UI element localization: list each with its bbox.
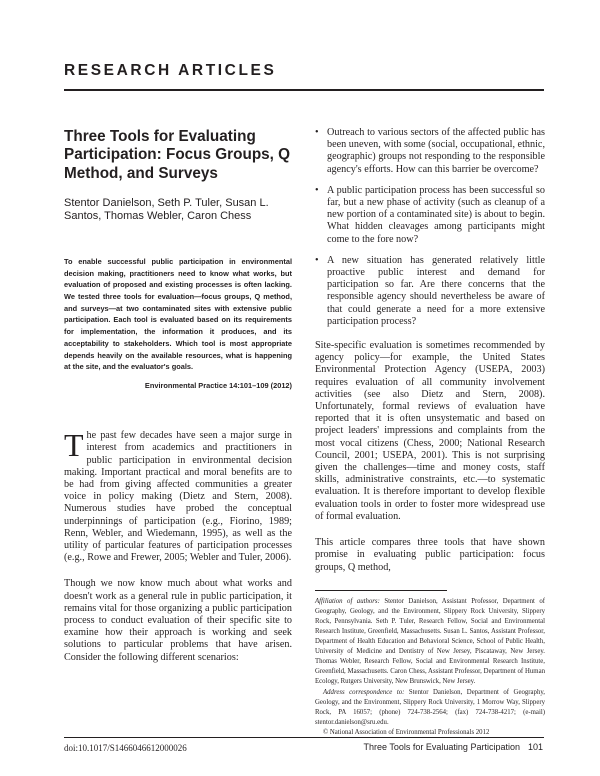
drop-cap: T (64, 427, 84, 464)
scenario-item: • Outreach to various sectors of the affected public has been uneven, with some (social, occupational, ethnic, geographic) groups not responding to the responsible agency's efforts. How can this barrier be overcome? (315, 127, 545, 176)
intro-paragraph (64, 427, 292, 564)
left-column (64, 128, 292, 664)
footer-rule (64, 737, 544, 738)
header-rule (64, 89, 544, 91)
article-title: Three Tools for Evaluating Participation: Focus Groups, Q Method, and Surveys (64, 128, 291, 182)
scenario-item: • A public participation process has been successful so far, but a new phase of activity (such as cleanup of a new portion of a contaminated site) is about to begin. What hidden cleavages among participants might come to the fore now? (315, 185, 545, 246)
abstract: To enable successful public participation in environmental decision making, practitioners need to know what works, but evaluation of proposed and existing processes is often lacking. We tested three tools for evaluation—focus groups, Q method, and surveys—at two contaminated sites with extensive public participation. Each tool is evaluated based on its requirements for implementation, the information it produces, and its acceptability to stakeholders. Which tool is most appropriate depends heavily on the available resources, what is happening at the site, and the evaluator's goals. (64, 256, 292, 372)
scenario-list (315, 127, 545, 328)
article-authors: Stentor Danielson, Seth P. Tuler, Susan L. Santos, Thomas Webler, Caron Chess (64, 196, 269, 223)
copyright-notice: © National Association of Environmental Professionals 2012 (323, 728, 490, 736)
comparison-paragraph: This article compares three tools that have shown promise in evaluating public participation: focus groups, Q method, (315, 537, 545, 573)
affiliation-label: Affiliation of authors: (315, 597, 380, 605)
evaluation-paragraph: Site-specific evaluation is sometimes recommended by agency policy—for example, the United States Environmental Protection Agency (USEPA, 2003) requires evaluation of all community involvement activities (see also Dietz and Stern, 2008). Unfortunately, formal reviews of evaluation have reported that it is often unsystematic and based on project leaders' impressions and complaints from the most vocal citizens (Chess, 2000; National Research Council, 2001; USEPA, 2001). This is not surprising given the challenges—time and money costs, staff skills, administrative constraints, etc.—to systematic evaluation. It is therefore important to develop flexible evaluation tools in order to foster more widespread use of formal evaluation. (315, 340, 545, 522)
scenarios-paragraph: Though we now know much about what works and doesn't work as a general rule in public participation, it remains vital for those organizing a public participation process to conduct evaluation of their specific site to examine how their approach is working and seek solutions to particular problems that have arisen. Consider the following different scenarios: (64, 578, 292, 663)
doi-link[interactable]: doi:10.1017/S1466046612000026 (64, 743, 187, 753)
journal-citation: Environmental Practice 14:101–109 (2012) (144, 380, 292, 390)
page-number: 101 (527, 742, 543, 752)
running-title: Three Tools for Evaluating Participation (363, 742, 520, 752)
intro-text: he past few decades have seen a major surge in interest from academics and practitioners in public participation in environmental decision making. Important practical and moral benefits are to be had from giving affected communities a greater voice in policy making (Dietz and Stern, 2008). Numerous studies have probed the conceptual underpinnings of participation (e.g., Fiorino, 1989; Renn, Webler, and Wiedemann, 1995), as well as the utility of particular features of participation processes (e.g., Rowe and Frewer, 2005; Webler and Tuler, 2006). (64, 430, 292, 564)
footnote-rule (315, 590, 447, 591)
section-header: RESEARCH ARTICLES (64, 62, 277, 79)
running-footer (364, 742, 543, 752)
scenario-item: • A new situation has generated relatively little proactive public interest and demand for participation so far. Are there concerns that the responsible agency should nevertheless be aware of that could generate a need for a more extensive participation process? (315, 255, 545, 328)
affiliation-footnote (315, 597, 545, 688)
correspondence-footnote (315, 688, 545, 728)
address-text: Stentor Danielson, Department of Geography, Geology, and the Environment, Slippery Rock University, 1 Morrow Way, Slippery Rock, PA 16057; (phone) 724-738-2564; (fax) 724-738-4217; (e-mail) stentor.danielson@sru.edu. (315, 688, 545, 726)
right-column (315, 127, 545, 738)
address-label: Address correspondence to: (323, 688, 405, 696)
affiliation-text: Stentor Danielson, Assistant Professor, Department of Geography, Geology, and the Environment, Slippery Rock University, Slippery Rock, Pennsylvania. Seth P. Tuler, Research Fellow, Social and Environmental Research Institute, Greenfield, Massachusetts. Susan L. Santos, Assistant Professor, Department of Health Education and Behavioral Science, School of Public Health, University of Medicine and Dentistry of New Jersey, Piscataway, New Jersey. Thomas Webler, Research Fellow, Social and Environmental Research Institute, Greenfield, Massachusetts. Caron Chess, Assistant Professor, Department of Human Ecology, Rutgers University, New Brunswick, New Jersey. (315, 597, 545, 686)
